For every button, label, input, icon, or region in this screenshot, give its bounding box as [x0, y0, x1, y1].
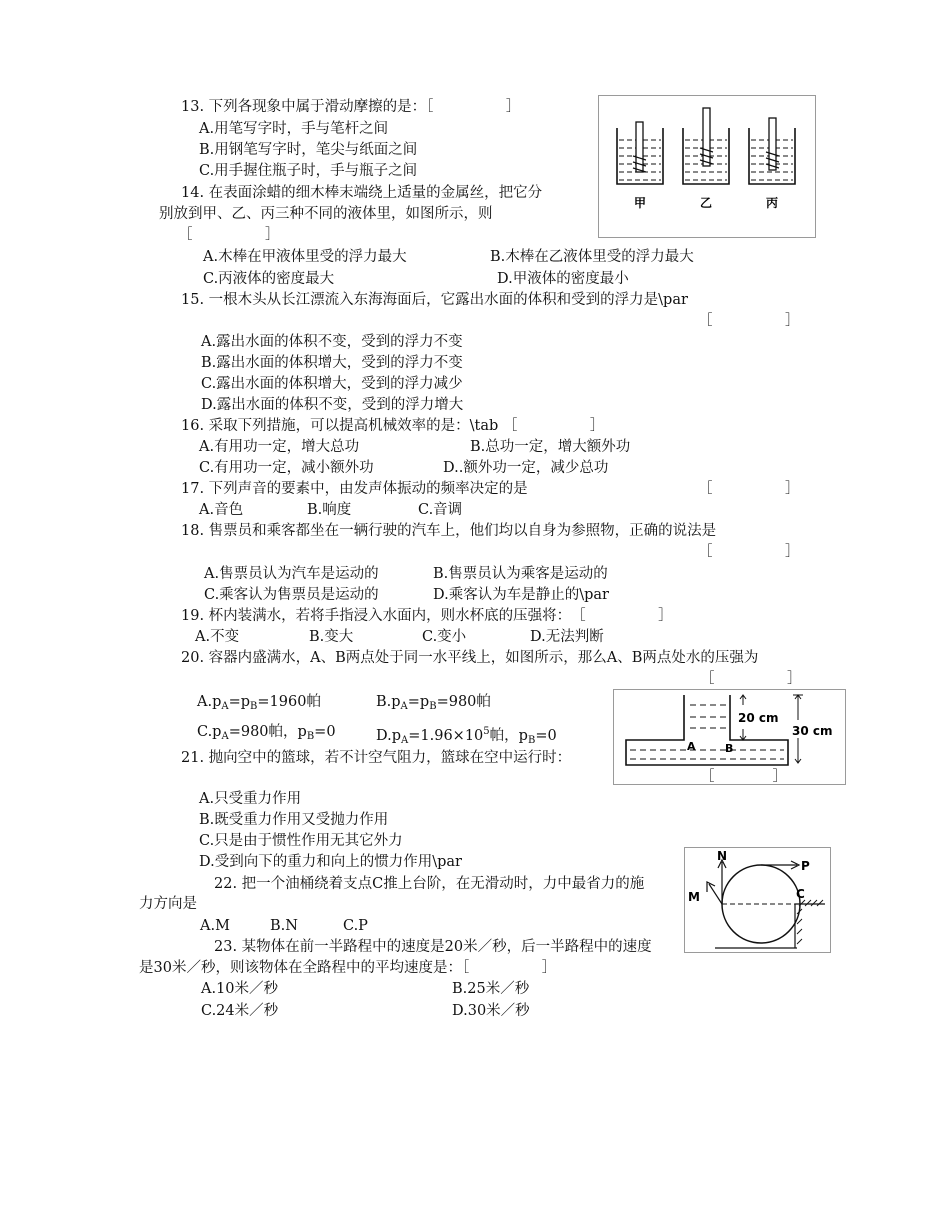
q23-stem-1: 23. 某物体在前一半路程中的速度是20米／秒，后一半路程中的速度 — [214, 939, 652, 955]
q15-option-a: A.露出水面的体积不变，受到的浮力不变 — [201, 334, 463, 350]
q18-option-b: B.售票员认为乘客是运动的 — [433, 566, 608, 582]
q20-bracket: ［ ］ — [700, 671, 802, 687]
q18-option-a: A.售票员认为汽车是运动的 — [204, 566, 379, 582]
q18-stem: 18. 售票员和乘客都坐在一辆行驶的汽车上，他们均以自身为参照物，正确的说法是 — [181, 523, 717, 539]
q16-option-b: B.总功一定，增大额外功 — [470, 439, 631, 455]
q14-option-b: B.木棒在乙液体里受的浮力最大 — [490, 249, 694, 265]
q13-option-c: C.用手握住瓶子时，手与瓶子之间 — [199, 163, 418, 179]
q15-bracket: ［ ］ — [698, 313, 800, 329]
q21-option-d: D.受到向下的重力和向上的惯力作用\par — [199, 854, 462, 870]
q14-stem-3: ［ ］ — [178, 227, 280, 243]
q21-stem: 21. 抛向空中的篮球，若不计空气阻力，篮球在空中运行时： — [181, 750, 572, 766]
q14-option-c: C.丙液体的密度最大 — [203, 271, 335, 287]
q20-stem: 20. 容器内盛满水，A、B两点处于同一水平线上，如图所示，那么A、B两点处水的压强为 — [181, 650, 759, 666]
q22-stem-2: 力方向是 — [139, 896, 197, 912]
q17-stem: 17. 下列声音的要素中，由发声体振动的频率决定的是 — [181, 481, 528, 497]
q19-option-a: A.不变 — [195, 629, 240, 645]
q17-option-c: C.音调 — [418, 502, 463, 518]
q20-option-d: $D.p_A=1.96\times 10^5$帕，$p_B=0$ — [376, 726, 557, 746]
q20-label-30cm: 30 cm — [792, 724, 833, 738]
q21-option-b: B.既受重力作用又受抛力作用 — [199, 812, 389, 828]
q15-stem: 15. 一根木头从长江漂流入东海海面后，它露出水面的体积和受到的浮力是\par — [181, 292, 688, 308]
q14-stem-2: 别放到甲、乙、丙三种不同的液体里，如图所示，则 — [159, 206, 493, 222]
q23-option-d: D.30米／秒 — [452, 1003, 530, 1019]
q22-drum-figure — [684, 847, 831, 953]
q13-stem: 13. 下列各现象中属于滑动摩擦的是：［ ］ — [181, 99, 521, 115]
q20-option-a: $A.p_A=p_B=1960$帕 — [197, 694, 321, 712]
q18-option-c: C.乘客认为售票员是运动的 — [204, 587, 379, 603]
q14-label-jia: 甲 — [633, 196, 647, 210]
q16-option-a: A.有用功一定，增大总功 — [199, 439, 360, 455]
q19-option-b: B.变大 — [309, 629, 354, 645]
q14-label-bing: 丙 — [765, 196, 779, 210]
q23-option-a: A.10米／秒 — [201, 981, 279, 997]
q18-bracket: ［ ］ — [698, 544, 800, 560]
q17-bracket: ［ ］ — [698, 481, 800, 497]
q15-option-d: D.露出水面的体积不变，受到的浮力增大 — [201, 397, 464, 413]
q21-bracket: ［ ］ — [700, 769, 787, 785]
q21-option-a: A.只受重力作用 — [199, 791, 302, 807]
q14-option-a: A.木棒在甲液体里受的浮力最大 — [203, 249, 407, 265]
q22-label-c: C — [796, 887, 805, 901]
q19-option-c: C.变小 — [422, 629, 467, 645]
q15-option-c: C.露出水面的体积增大，受到的浮力减少 — [201, 376, 463, 392]
q20-label-b: B — [725, 742, 734, 755]
q22-drum-svg — [685, 848, 830, 952]
q22-option-c: C.P — [343, 918, 368, 934]
q17-option-a: A.音色 — [199, 502, 244, 518]
q13-option-b: B.用钢笔写字时，笔尖与纸面之间 — [199, 142, 418, 158]
q20-option-b: $B.p_A=p_B=980$帕 — [376, 694, 491, 712]
q22-label-m: M — [688, 890, 700, 904]
q15-option-b: B.露出水面的体积增大，受到的浮力不变 — [201, 355, 463, 371]
q23-option-b: B.25米／秒 — [452, 981, 530, 997]
q22-label-n: N — [717, 849, 728, 863]
q20-option-c: $C.p_A=980$帕，$p_B=0$ — [197, 724, 336, 742]
q16-stem: 16. 采取下列措施，可以提高机械效率的是：\tab ［ ］ — [181, 418, 605, 434]
q16-option-c: C.有用功一定，减小额外功 — [199, 460, 374, 476]
q14-beakers-svg — [599, 96, 815, 237]
q14-label-yi: 乙 — [699, 196, 713, 210]
q17-option-b: B.响度 — [307, 502, 352, 518]
q18-option-d: D.乘客认为车是静止的\par — [433, 587, 609, 603]
q13-option-a: A.用笔写字时，手与笔杆之间 — [199, 121, 389, 137]
q22-stem-1: 22. 把一个油桶绕着支点C推上台阶，在无滑动时，力中最省力的施 — [214, 876, 645, 892]
q23-stem-2: 是30米／秒，则该物体在全路程中的平均速度是：［ ］ — [139, 960, 557, 976]
q19-option-d: D.无法判断 — [530, 629, 604, 645]
q16-option-d: D..额外功一定，减少总功 — [443, 460, 609, 476]
q20-label-20cm: 20 cm — [738, 711, 779, 725]
q22-option-a: A.M — [200, 918, 230, 934]
q20-label-a: A — [687, 740, 696, 753]
q21-option-c: C.只是由于惯性作用无其它外力 — [199, 833, 403, 849]
q22-option-b: B.N — [270, 918, 298, 934]
q22-label-p: P — [801, 859, 810, 873]
q14-beakers-figure — [598, 95, 816, 238]
q14-option-d: D.甲液体的密度最小 — [497, 271, 629, 287]
q23-option-c: C.24米／秒 — [201, 1003, 279, 1019]
q14-stem-1: 14. 在表面涂蜡的细木棒末端绕上适量的金属丝，把它分 — [181, 185, 543, 201]
q19-stem: 19. 杯内装满水，若将手指浸入水面内，则水杯底的压强将： ［ ］ — [181, 608, 673, 624]
